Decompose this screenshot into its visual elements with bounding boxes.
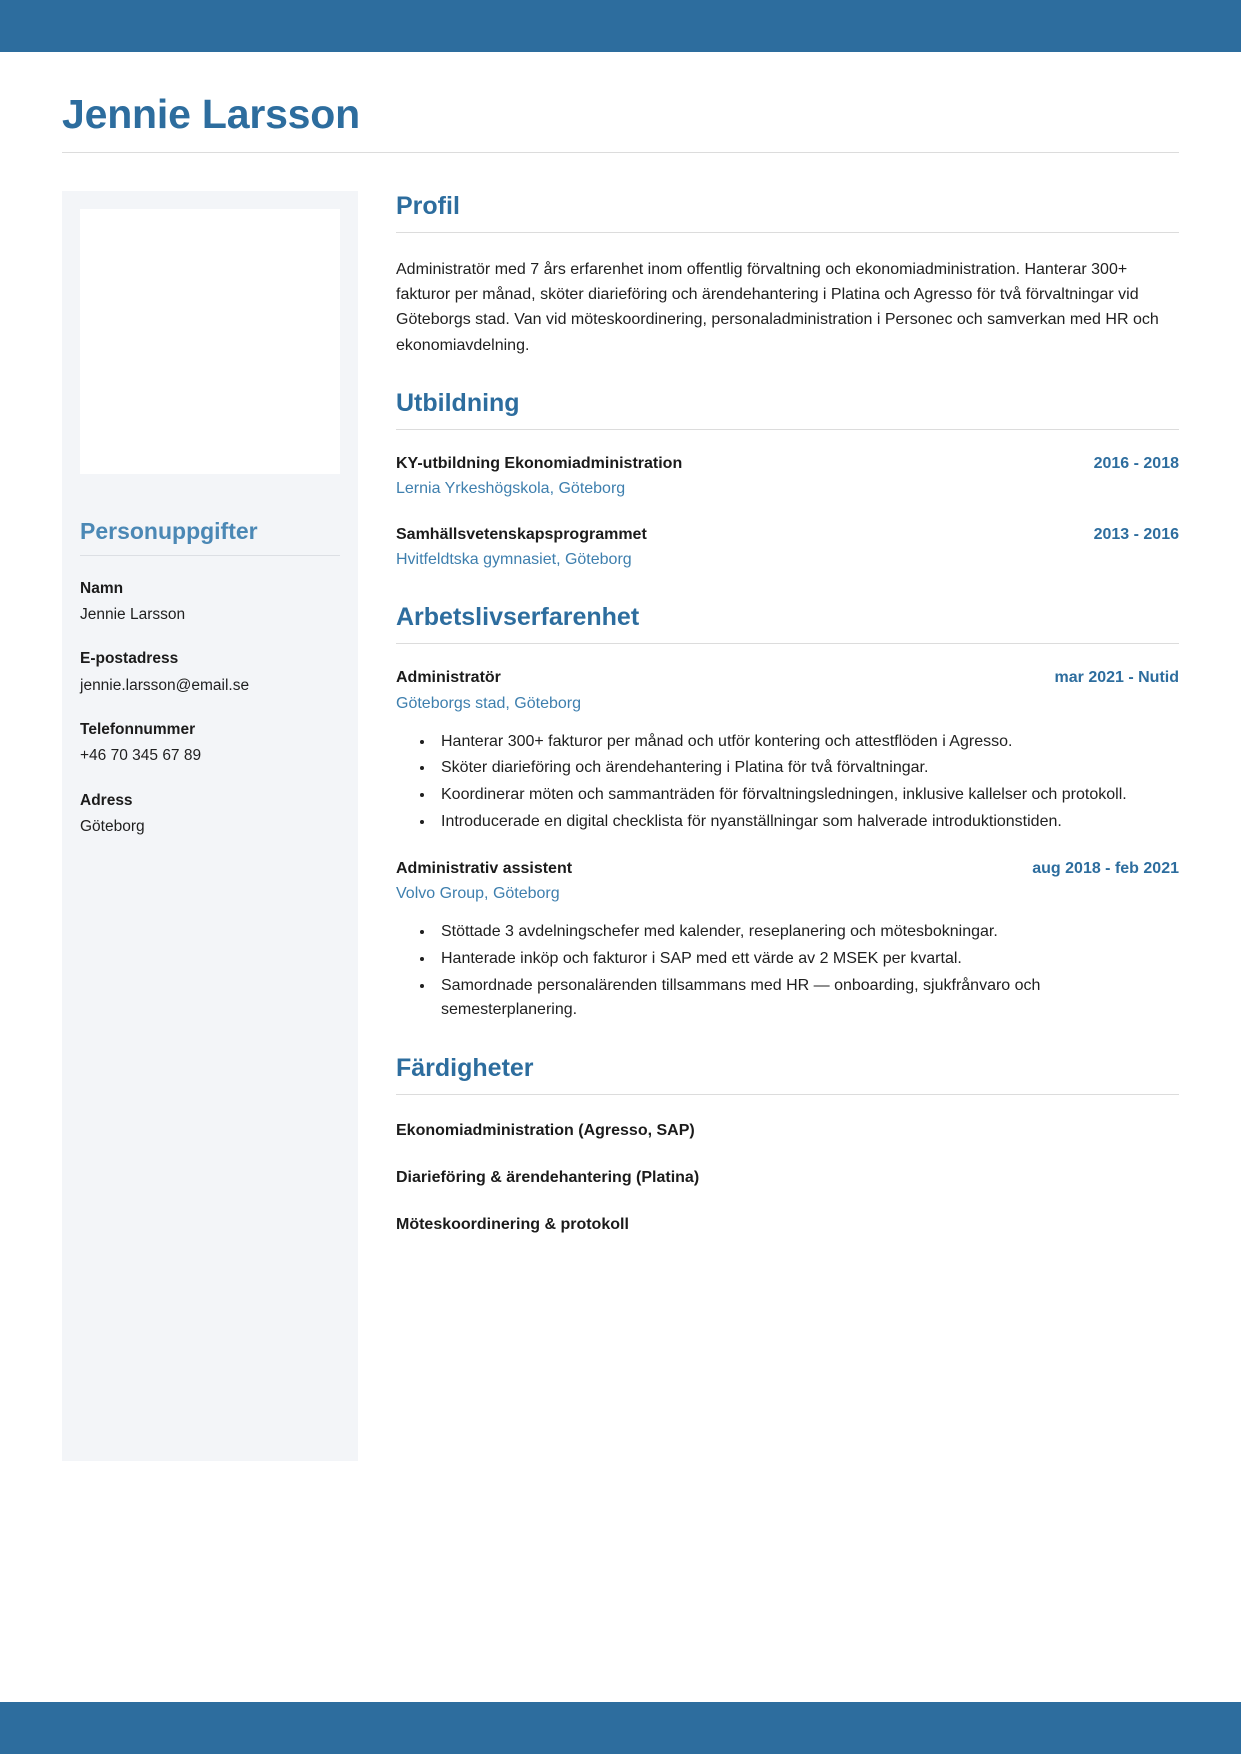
field-value: Göteborg [80,818,145,836]
body-columns [62,191,1179,1461]
list-item: • Sköter diarieföring och ärendehantering i Platina för två förvaltningar. [435,756,1179,781]
personal-field-name [80,578,340,627]
page-content [0,52,1241,1702]
sidebar-section-title-personal-details: Personuppgifter [80,518,340,556]
job-responsibilities [396,920,1179,1023]
education-degree: Samhällsvetenskapsprogrammet [396,526,647,544]
field-label: Namn [80,579,124,597]
personal-field-email [80,648,340,697]
field-value: Jennie Larsson [80,605,186,623]
top-accent-band [0,0,1241,52]
skill-item: Ekonomiadministration (Agresso, SAP) [396,1122,695,1140]
education-entry [396,523,1179,572]
entry-header-row [396,666,1179,689]
list-item: • Samordnade personalärenden tillsammans med HR — onboarding, sjukfrånvaro och semesterplanering. [435,974,1179,1024]
profile-photo-placeholder [80,209,340,474]
job-dates: mar 2021 - Nutid [1054,669,1179,687]
section-title-profile: Profil [396,191,1179,233]
field-value: jennie.larsson@email.se [80,676,250,694]
field-value: +46 70 345 67 89 [80,747,202,765]
skill-item: Möteskoordinering & protokoll [396,1216,629,1234]
skill-item: Diarieföring & ärendehantering (Platina) [396,1169,700,1187]
education-dates: 2016 - 2018 [1093,454,1179,472]
education-institution: Hvitfeldtska gymnasiet, Göteborg [396,551,632,569]
list-item: • Hanterar 300+ fakturor per månad och utför kontering och attestflöden i Agresso. [435,730,1179,755]
sidebar [62,191,358,1461]
field-label: E-postadress [80,650,179,668]
education-degree: KY-utbildning Ekonomiadministration [396,454,683,472]
entry-header-row [396,523,1179,546]
field-label: Telefonnummer [80,720,196,738]
section-title-skills: Färdigheter [396,1053,1179,1095]
personal-field-phone [80,719,340,768]
main-column [358,191,1179,1237]
entry-header-row [396,857,1179,880]
job-title: Administratör [396,669,501,687]
skills-list [396,1119,1179,1237]
list-item: • Introducerade en digital checklista för nyanställningar som halverade introduktionstiden. [435,810,1179,835]
field-label: Adress [80,791,133,809]
job-dates: aug 2018 - feb 2021 [1032,859,1179,877]
list-item: • Stöttade 3 avdelningschefer med kalender, reseplanering och mötesbokningar. [435,920,1179,945]
personal-field-address [80,790,340,839]
education-entry [396,452,1179,501]
bottom-accent-band [0,1702,1241,1754]
section-experience [396,602,1179,1023]
experience-entry [396,666,1179,834]
experience-entry [396,857,1179,1023]
section-profile [396,191,1179,358]
profile-summary-text: Administratör med 7 års erfarenhet inom offentlig förvaltning och ekonomiadministration. Hanterar 300+ fakturor per månad, sköter diarieföring och ärendehantering i Platina och Agresso för två förvaltningar vid Göteborgs stad. Van vid möteskoordinering, personaladministration i Personec och samverkan med HR och ekonomiavdelning. [396,260,1159,354]
education-dates: 2013 - 2016 [1093,526,1179,544]
job-responsibilities [396,730,1179,835]
header [62,52,1179,153]
job-employer: Volvo Group, Göteborg [396,884,560,902]
entry-header-row [396,452,1179,475]
section-title-experience: Arbetslivserfarenhet [396,602,1179,644]
job-employer: Göteborgs stad, Göteborg [396,694,581,712]
section-skills [396,1053,1179,1237]
section-title-education: Utbildning [396,388,1179,430]
job-title: Administrativ assistent [396,859,573,877]
section-education [396,388,1179,572]
list-item: • Koordinerar möten och sammanträden för förvaltningsledningen, inklusive kallelser och protokoll. [435,783,1179,808]
list-item: • Hanterade inköp och fakturor i SAP med ett värde av 2 MSEK per kvartal. [435,947,1179,972]
education-institution: Lernia Yrkeshögskola, Göteborg [396,480,626,498]
page-title: Jennie Larsson [62,91,360,137]
